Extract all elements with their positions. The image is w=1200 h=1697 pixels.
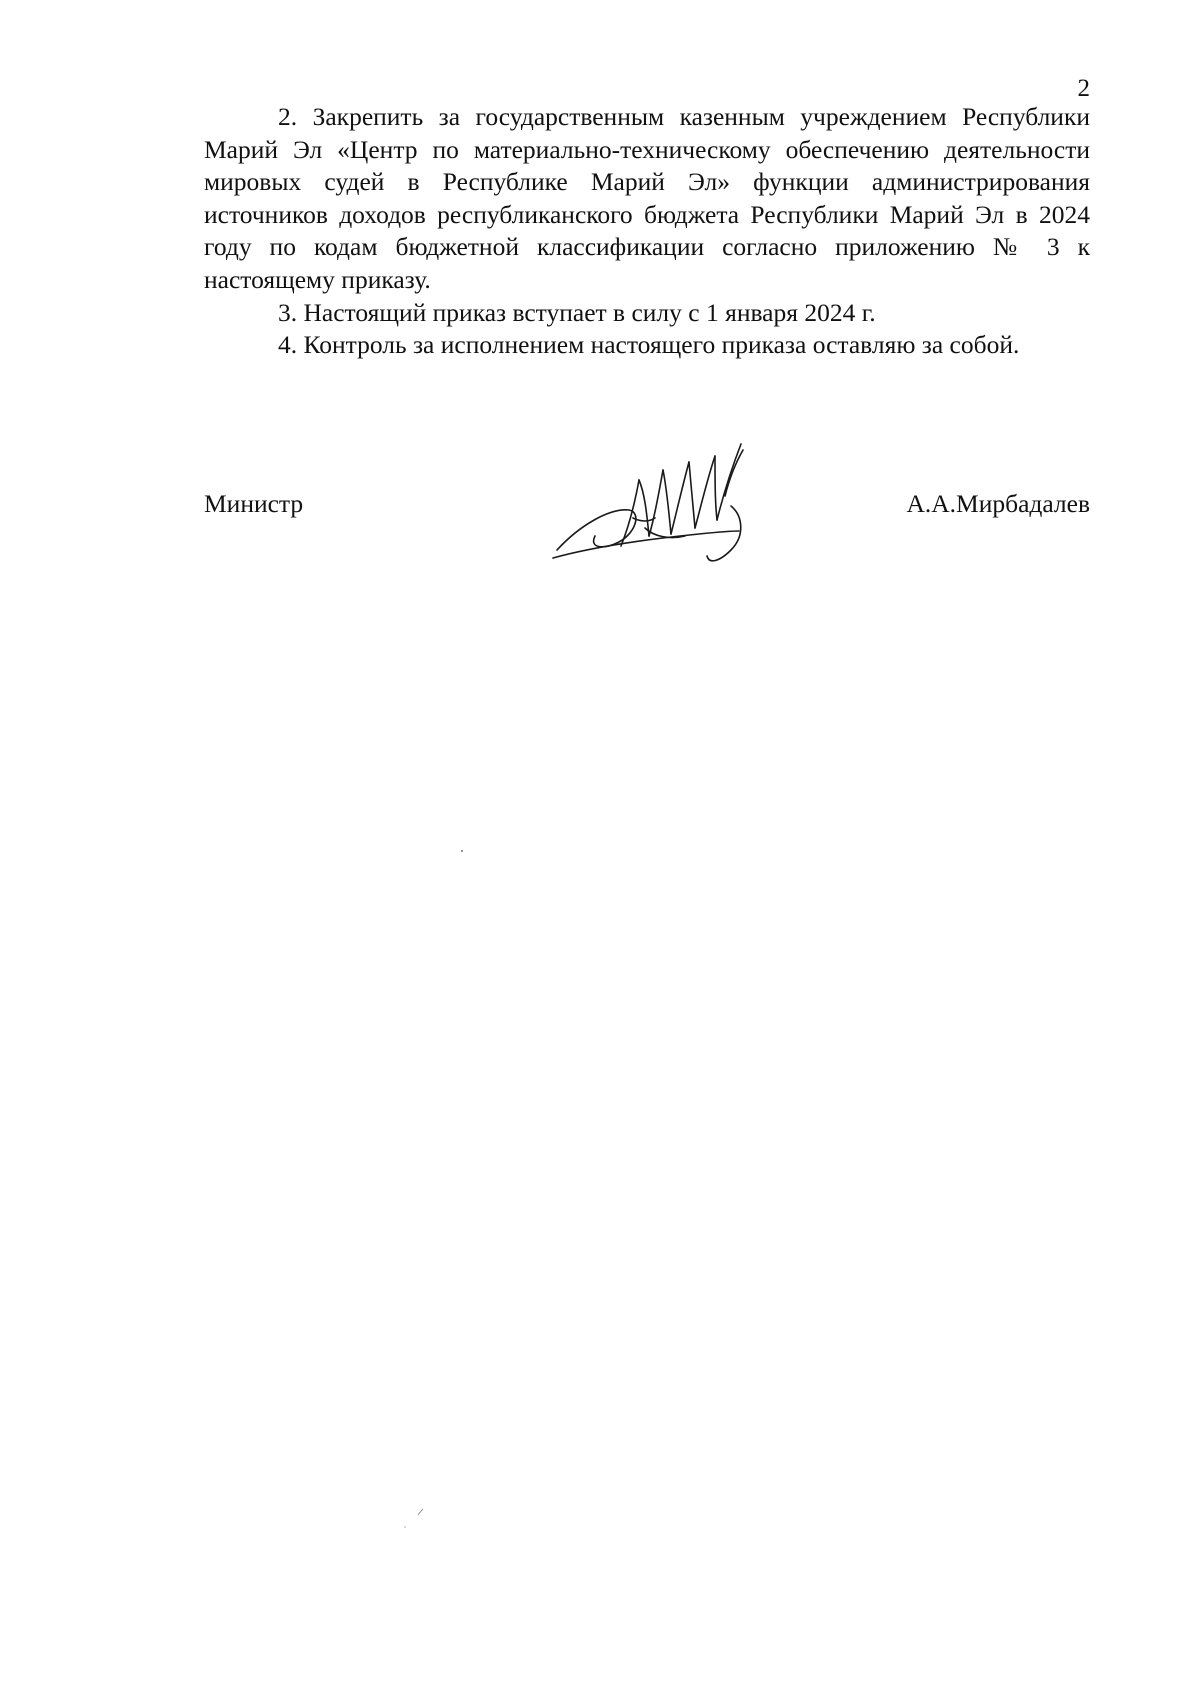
- paragraph-4: 4. Контроль за исполнением настоящего приказа оставляю за собой.: [278, 330, 1020, 360]
- handwritten-signature: [549, 436, 779, 576]
- scan-speck: [418, 1509, 423, 1515]
- signature-block: [204, 488, 1090, 578]
- scan-speck: [461, 850, 463, 852]
- body-text: [204, 101, 1090, 362]
- scan-speck: [404, 1526, 406, 1528]
- paragraph-3: 3. Настоящий приказ вступает в силу с 1 января 2024 г.: [278, 297, 876, 327]
- page-number: 2: [1077, 75, 1090, 102]
- paragraph-2: 2. Закрепить за государственным казенным учреждением Республики Марий Эл «Центр по материально-техническому обеспечению деятельности мировых судей в Республике Марий Эл» функции администрирования источников доходов республиканского бюджета Республики Марий Эл в 2024 году по кодам бюджетной классификации согласно приложению № 3 к настоящему приказу.: [204, 102, 1090, 294]
- signatory-name: А.А.Мирбадалев: [906, 489, 1090, 518]
- signatory-title: Министр: [204, 489, 304, 518]
